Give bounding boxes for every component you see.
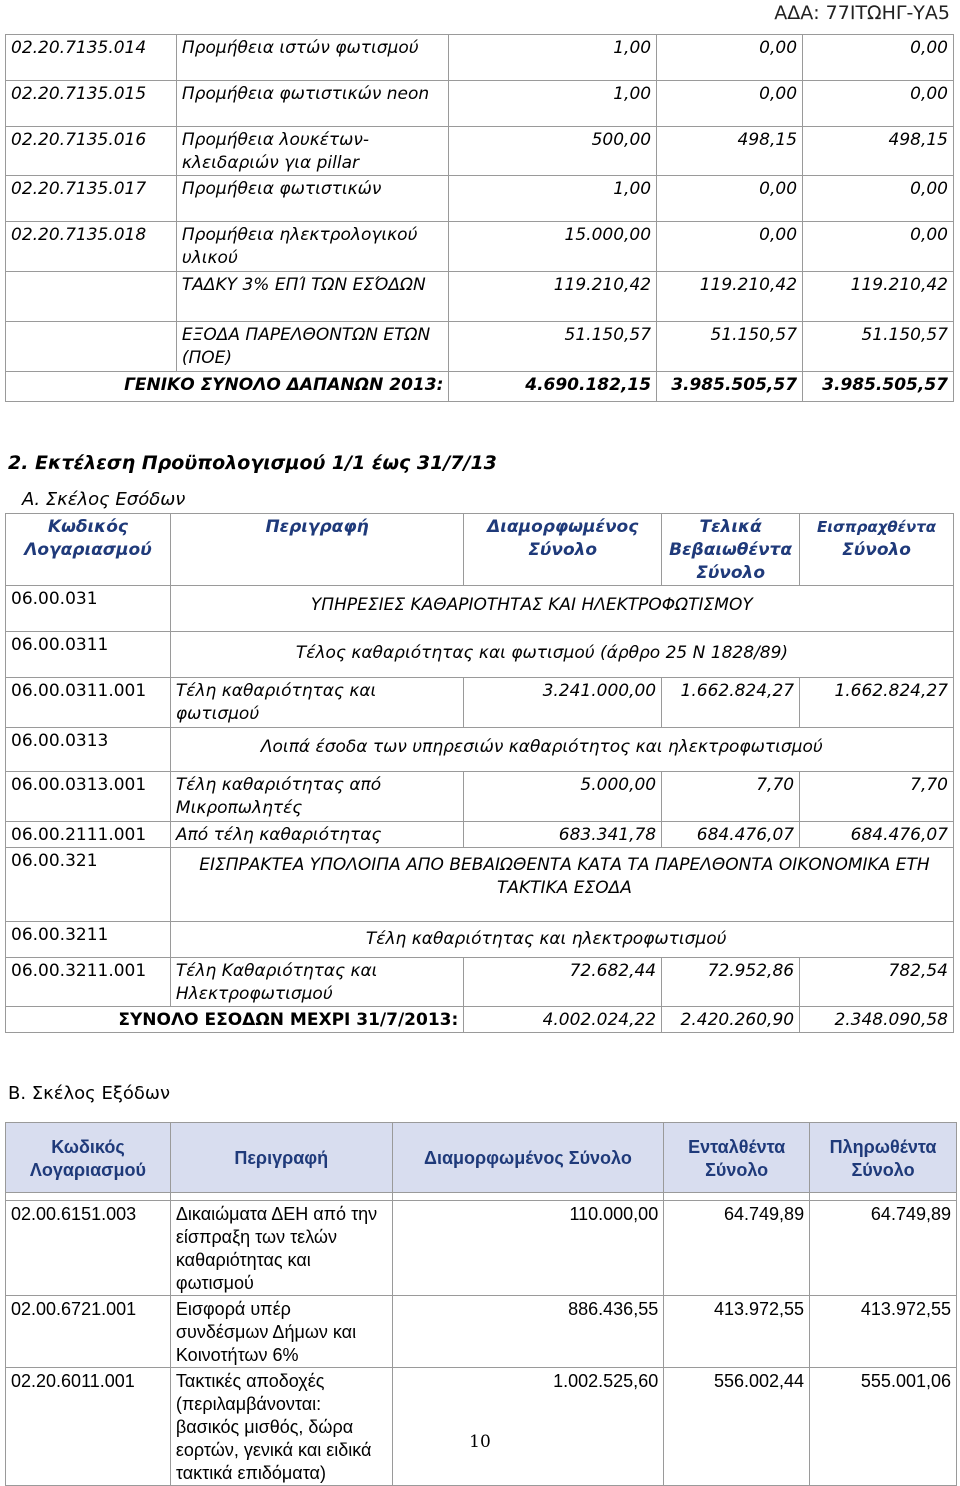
description-cell: Προμήθεια ηλεκτρολογικού υλικού: [176, 222, 448, 272]
header-code: Κωδικός Λογαριασμού: [6, 1123, 171, 1193]
group-row: [6, 632, 954, 678]
group-title: Τέλος καθαριότητας και φωτισμού (άρθρο 25 Ν 1828/89): [170, 632, 953, 678]
page-number: 10: [469, 1432, 491, 1452]
value-cell: 782,54: [800, 958, 954, 1007]
table-row: [6, 678, 954, 728]
header-committed: Ενταλθέντα Σύνολο: [664, 1123, 810, 1193]
table-row: [6, 1201, 957, 1296]
code-cell: 02.20.7135.016: [6, 127, 177, 176]
value-cell: 500,00: [449, 127, 657, 176]
group-code: 06.00.321: [6, 848, 171, 922]
description-cell: ΕΞΟΔΑ ΠΑΡΕΛΘΟΝΤΩΝ ΕΤΩΝ (ΠΟΕ): [176, 322, 448, 372]
group-row: [6, 728, 954, 772]
value-cell: 413.972,55: [810, 1296, 957, 1368]
description-cell: Από τέλη καθαριότητας: [170, 822, 463, 848]
revenue-subtitle: Α. Σκέλος Εσόδων: [22, 489, 186, 510]
description-cell: Προμήθεια φωτιστικών neon: [176, 81, 448, 127]
code-cell: 02.20.7135.017: [6, 176, 177, 222]
description-cell: Τακτικές αποδοχές (περιλαμβάνονται: βασικός μισθός, δώρα εορτών, γενικά και ειδικά τακτικά επιδόματα): [170, 1368, 392, 1486]
value-cell: 684.476,07: [800, 822, 954, 848]
value-cell: 119.210,42: [449, 272, 657, 322]
header-code: Κωδικός Λογαριασμού: [6, 514, 171, 586]
total-label: ΣΥΝΟΛΟ ΕΣΟΔΩΝ ΜΕΧΡΙ 31/7/2013:: [6, 1007, 464, 1033]
value-cell: 1,00: [449, 81, 657, 127]
value-cell: 72.952,86: [662, 958, 800, 1007]
description-cell: Τέλη καθαριότητας από Μικροπωλητές: [170, 772, 463, 822]
value-cell: 0,00: [657, 81, 803, 127]
value-cell: 5.000,00: [464, 772, 662, 822]
group-title: ΥΠΗΡΕΣΙΕΣ ΚΑΘΑΡΙΟΤΗΤΑΣ ΚΑΙ ΗΛΕΚΤΡΟΦΩΤΙΣΜΟΥ: [170, 586, 953, 632]
table-header-row: [6, 514, 954, 586]
header-collected-label: Εισπραχθέντα: [816, 518, 937, 536]
value-cell: 556.002,44: [664, 1368, 810, 1486]
total-label: ΓΕΝΙΚΟ ΣΥΝΟΛΟ ΔΑΠΑΝΩΝ 2013:: [6, 372, 449, 402]
code-cell: 02.00.6151.003: [6, 1201, 171, 1296]
value-cell: 51.150,57: [803, 322, 954, 372]
group-row: [6, 586, 954, 632]
value-cell: 413.972,55: [664, 1296, 810, 1368]
value-cell: 15.000,00: [449, 222, 657, 272]
code-cell: 02.20.7135.018: [6, 222, 177, 272]
group-code: 06.00.3211: [6, 922, 171, 958]
description-cell: ΤΑΔΚΥ 3% ΕΠΊ ΤΩΝ ΕΣΌΔΩΝ: [176, 272, 448, 322]
expenses-subtitle: Β. Σκέλος Εξόδων: [8, 1083, 171, 1104]
table-row: [6, 127, 954, 176]
value-cell: 684.476,07: [662, 822, 800, 848]
table-row: [6, 176, 954, 222]
group-code: 06.00.0313: [6, 728, 171, 772]
code-cell: [6, 272, 177, 322]
section-title: 2. Εκτέλεση Προϋπολογισμού 1/1 έως 31/7/13: [8, 452, 497, 474]
header-collected: [800, 514, 954, 586]
value-cell: 64.749,89: [810, 1201, 957, 1296]
value-cell: 1.662.824,27: [662, 678, 800, 728]
code-cell: [6, 322, 177, 372]
code-cell: 02.00.6721.001: [6, 1296, 171, 1368]
header-description: Περιγραφή: [170, 1123, 392, 1193]
description-cell: Προμήθεια ιστών φωτισμού: [176, 35, 448, 81]
total-value: 4.690.182,15: [449, 372, 657, 402]
table-row: [6, 222, 954, 272]
header-description: Περιγραφή: [170, 514, 463, 586]
value-cell: 7,70: [662, 772, 800, 822]
table-row: [6, 272, 954, 322]
value-cell: 0,00: [657, 35, 803, 81]
header-certified: Τελικά Βεβαιωθέντα Σύνολο: [662, 514, 800, 586]
value-cell: 0,00: [803, 35, 954, 81]
group-code: 06.00.0311: [6, 632, 171, 678]
code-cell: 02.20.7135.014: [6, 35, 177, 81]
code-cell: 06.00.2111.001: [6, 822, 171, 848]
value-cell: 1,00: [449, 176, 657, 222]
value-cell: 0,00: [803, 81, 954, 127]
table-row: [6, 1296, 957, 1368]
table-row: [6, 772, 954, 822]
value-cell: 3.241.000,00: [464, 678, 662, 728]
total-value: 3.985.505,57: [803, 372, 954, 402]
value-cell: 0,00: [657, 222, 803, 272]
value-cell: 683.341,78: [464, 822, 662, 848]
code-cell: 02.20.6011.001: [6, 1368, 171, 1486]
code-cell: 02.20.7135.015: [6, 81, 177, 127]
total-row: [6, 1007, 954, 1033]
value-cell: 7,70: [800, 772, 954, 822]
value-cell: 498,15: [803, 127, 954, 176]
group-row: [6, 848, 954, 922]
code-cell: 06.00.0313.001: [6, 772, 171, 822]
value-cell: 1,00: [449, 35, 657, 81]
header-paid: Πληρωθέντα Σύνολο: [810, 1123, 957, 1193]
value-cell: 119.210,42: [657, 272, 803, 322]
value-cell: 119.210,42: [803, 272, 954, 322]
revenue-table: [5, 513, 954, 1033]
value-cell: 51.150,57: [657, 322, 803, 372]
value-cell: 0,00: [657, 176, 803, 222]
description-cell: Εισφορά υπέρ συνδέσμων Δήμων και Κοινοτήτων 6%: [170, 1296, 392, 1368]
value-cell: 64.749,89: [664, 1201, 810, 1296]
expenses-summary-table: [5, 34, 954, 402]
total-value: 3.985.505,57: [657, 372, 803, 402]
value-cell: 1.662.824,27: [800, 678, 954, 728]
value-cell: 72.682,44: [464, 958, 662, 1007]
group-title: Τέλη καθαριότητας και ηλεκτροφωτισμού: [170, 922, 953, 958]
description-cell: Προμήθεια φωτιστικών: [176, 176, 448, 222]
total-value: 2.348.090,58: [800, 1007, 954, 1033]
description-cell: Τέλη Καθαριότητας και Ηλεκτροφωτισμού: [170, 958, 463, 1007]
value-cell: 498,15: [657, 127, 803, 176]
code-cell: 06.00.0311.001: [6, 678, 171, 728]
total-row: [6, 372, 954, 402]
header-budget: Διαμορφωμένος Σύνολο: [464, 514, 662, 586]
total-value: 4.002.024,22: [464, 1007, 662, 1033]
value-cell: 0,00: [803, 222, 954, 272]
table-row: [6, 1368, 957, 1486]
header-budget: Διαμορφωμένος Σύνολο: [392, 1123, 664, 1193]
table-row: [6, 958, 954, 1007]
group-row: [6, 922, 954, 958]
ada-code: ΑΔΑ: 77ΙΤΩΗΓ-ΥΑ5: [774, 2, 950, 24]
group-title: Λοιπά έσοδα των υπηρεσιών καθαριότητος και ηλεκτροφωτισμού: [170, 728, 953, 772]
spacer-row: [6, 1193, 957, 1201]
table-row: [6, 822, 954, 848]
total-value: 2.420.260,90: [662, 1007, 800, 1033]
value-cell: 110.000,00: [392, 1201, 664, 1296]
description-cell: Τέλη καθαριότητας και φωτισμού: [170, 678, 463, 728]
group-title: ΕΙΣΠΡΑΚΤΕΑ ΥΠΟΛΟΙΠΑ ΑΠΟ ΒΕΒΑΙΩΘΕΝΤΑ ΚΑΤΑ ΤΑ ΠΑΡΕΛΘΟΝΤΑ ΟΙΚΟΝΟΜΙΚΑ ΕΤΗ ΤΑΚΤΙΚΑ ΕΣΟΔΑ: [170, 848, 953, 922]
table-row: [6, 322, 954, 372]
table-header-row: [6, 1123, 957, 1193]
table-row: [6, 81, 954, 127]
value-cell: 886.436,55: [392, 1296, 664, 1368]
value-cell: 555.001,06: [810, 1368, 957, 1486]
table-row: [6, 35, 954, 81]
value-cell: 1.002.525,60: [392, 1368, 664, 1486]
description-cell: Δικαιώματα ΔΕΗ από την είσπραξη των τελών καθαριότητας και φωτισμού: [170, 1201, 392, 1296]
header-collected-total: Σύνολο: [842, 540, 911, 560]
value-cell: 51.150,57: [449, 322, 657, 372]
description-cell: Προμήθεια λουκέτων- κλειδαριών για pillar: [176, 127, 448, 176]
group-code: 06.00.031: [6, 586, 171, 632]
value-cell: 0,00: [803, 176, 954, 222]
code-cell: 06.00.3211.001: [6, 958, 171, 1007]
